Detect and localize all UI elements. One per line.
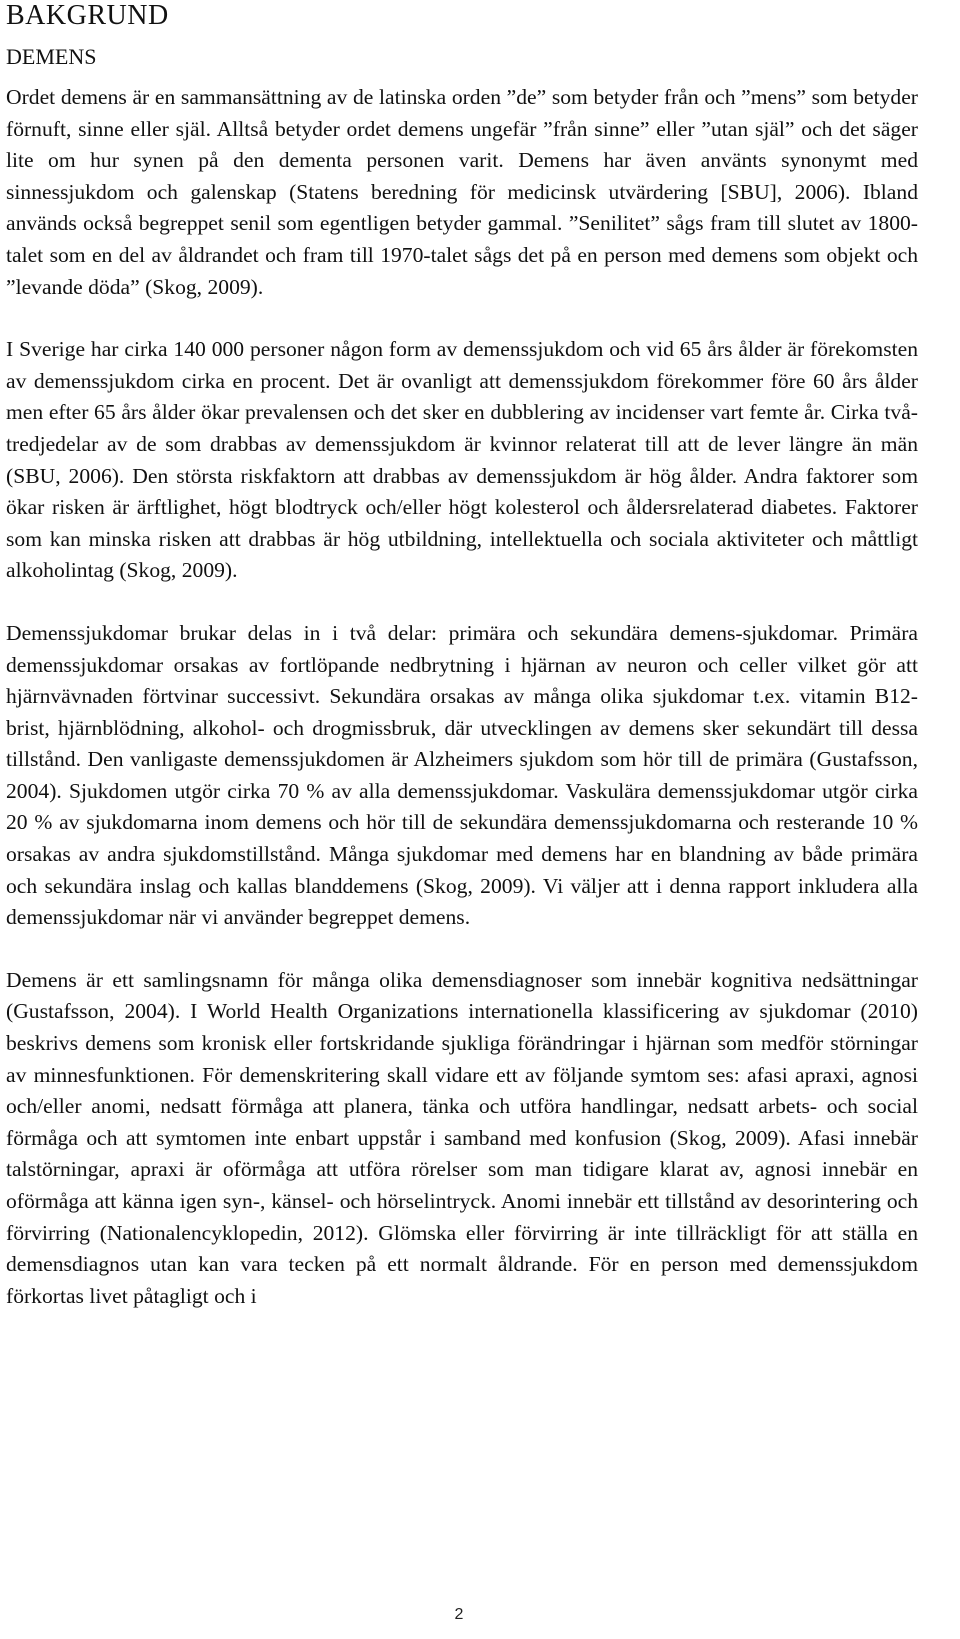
document-page: [6, 0, 918, 1312]
section-heading: DEMENS: [6, 44, 97, 69]
paragraph-etymology: Ordet demens är en sammansättning av de latinska orden ”de” som betyder från och ”mens” som betyder förnuft, sinne eller själ. Alltså betyder ordet demens ungefär ”från sinne” eller ”utan själ” och det säger lite om hur synen på den dementa personen varit. Demens har även använts synonymt med sinnessjukdom och galenskap (Statens beredning för medicinsk utvärdering [SBU], 2006). Ibland används också begreppet senil som egentligen betyder gammal. ”Senilitet” sågs fram till slutet av 1800-talet som en del av åldrandet och fram till 1970-talet sågs det på en person med demens som objekt och ”levande döda” (Skog, 2009).: [6, 85, 918, 299]
paragraph-classification: Demenssjukdomar brukar delas in i två delar: primära och sekundära demens-sjukdomar. Primära demenssjukdomar orsakas av fortlöpande nedbrytning i hjärnan av neuron och celler vilket gör att hjärnvävnaden förtvinar successivt. Sekundära orsakas av många olika sjukdomar t.ex. vitamin B12-brist, hjärnblödning, alkohol- och drogmissbruk, där utvecklingen av demens sker sekundärt till dessa tillstånd. Den vanligaste demenssjukdomen är Alzheimers sjukdom som hör till de primära (Gustafsson, 2004). Sjukdomen utgör cirka 70 % av alla demenssjukdomar. Vaskulära demenssjukdomar utgör cirka 20 % av sjukdomarna inom demens och hör till de sekundära demenssjukdomarna och resterande 10 % orsakas av andra sjukdomstillstånd. Många sjukdomar med demens har en blandning av både primära och sekundära inslag och kallas blanddemens (Skog, 2009). Vi väljer att i denna rapport inkludera alla demenssjukdomar när vi använder begreppet demens.: [6, 620, 918, 930]
paragraph-definition: Demens är ett samlingsnamn för många olika demensdiagnoser som innebär kognitiva nedsättningar (Gustafsson, 2004). I World Health Organizations internationella klassificering av sjukdomar (2010) beskrivs demens som kronisk eller fortskridande sjukliga förändringar i hjärnan som medför störningar av minnesfunktionen. För demenskritering skall vidare ett av följande symtom ses: afasi apraxi, agnosi och/eller anomi, nedsatt förmåga att planera, tänka och utföra handlingar, nedsatt arbets- och social förmåga och att symtomen inte enbart uppstår i samband med konfusion (Skog, 2009). Afasi innebär talstörningar, apraxi är oförmåga att utföra rörelser som man tidigare klarat av, agnosi innebär en oförmåga att känna igen syn-, känsel- och hörselintryck. Anomi innebär ett tillstånd av desorintering och förvirring (Nationalencyklopedin, 2012). Glömska eller förvirring är inte tillräckligt för att ställa en demensdiagnos utan kan vara tecken på ett normalt åldrande. För en person med demenssjukdom förkortas livet påtagligt och i: [6, 967, 918, 1308]
page-number: 2: [454, 1606, 464, 1623]
paragraph-prevalence: I Sverige har cirka 140 000 personer någon form av demenssjukdom och vid 65 års ålder är förekomsten av demenssjukdom cirka en procent. Det är ovanligt att demenssjukdom förekommer före 60 års ålder men efter 65 års ålder ökar prevalensen och det sker en dubblering av incidenser vart femte år. Cirka två-tredjedelar av de som drabbas av demenssjukdom är kvinnor relaterat till att de lever längre än män (SBU, 2006). Den största riskfaktorn att drabbas av demenssjukdom är hög ålder. Andra faktorer som ökar risken är ärftlighet, högt blodtryck och/eller högt kolesterol och åldersrelaterad diabetes. Faktorer som kan minska risken att drabbas är hög utbildning, intellektuella och sociala aktiviteter och måttligt alkoholintag (Skog, 2009).: [6, 337, 918, 583]
chapter-title: BAKGRUND: [6, 0, 169, 31]
